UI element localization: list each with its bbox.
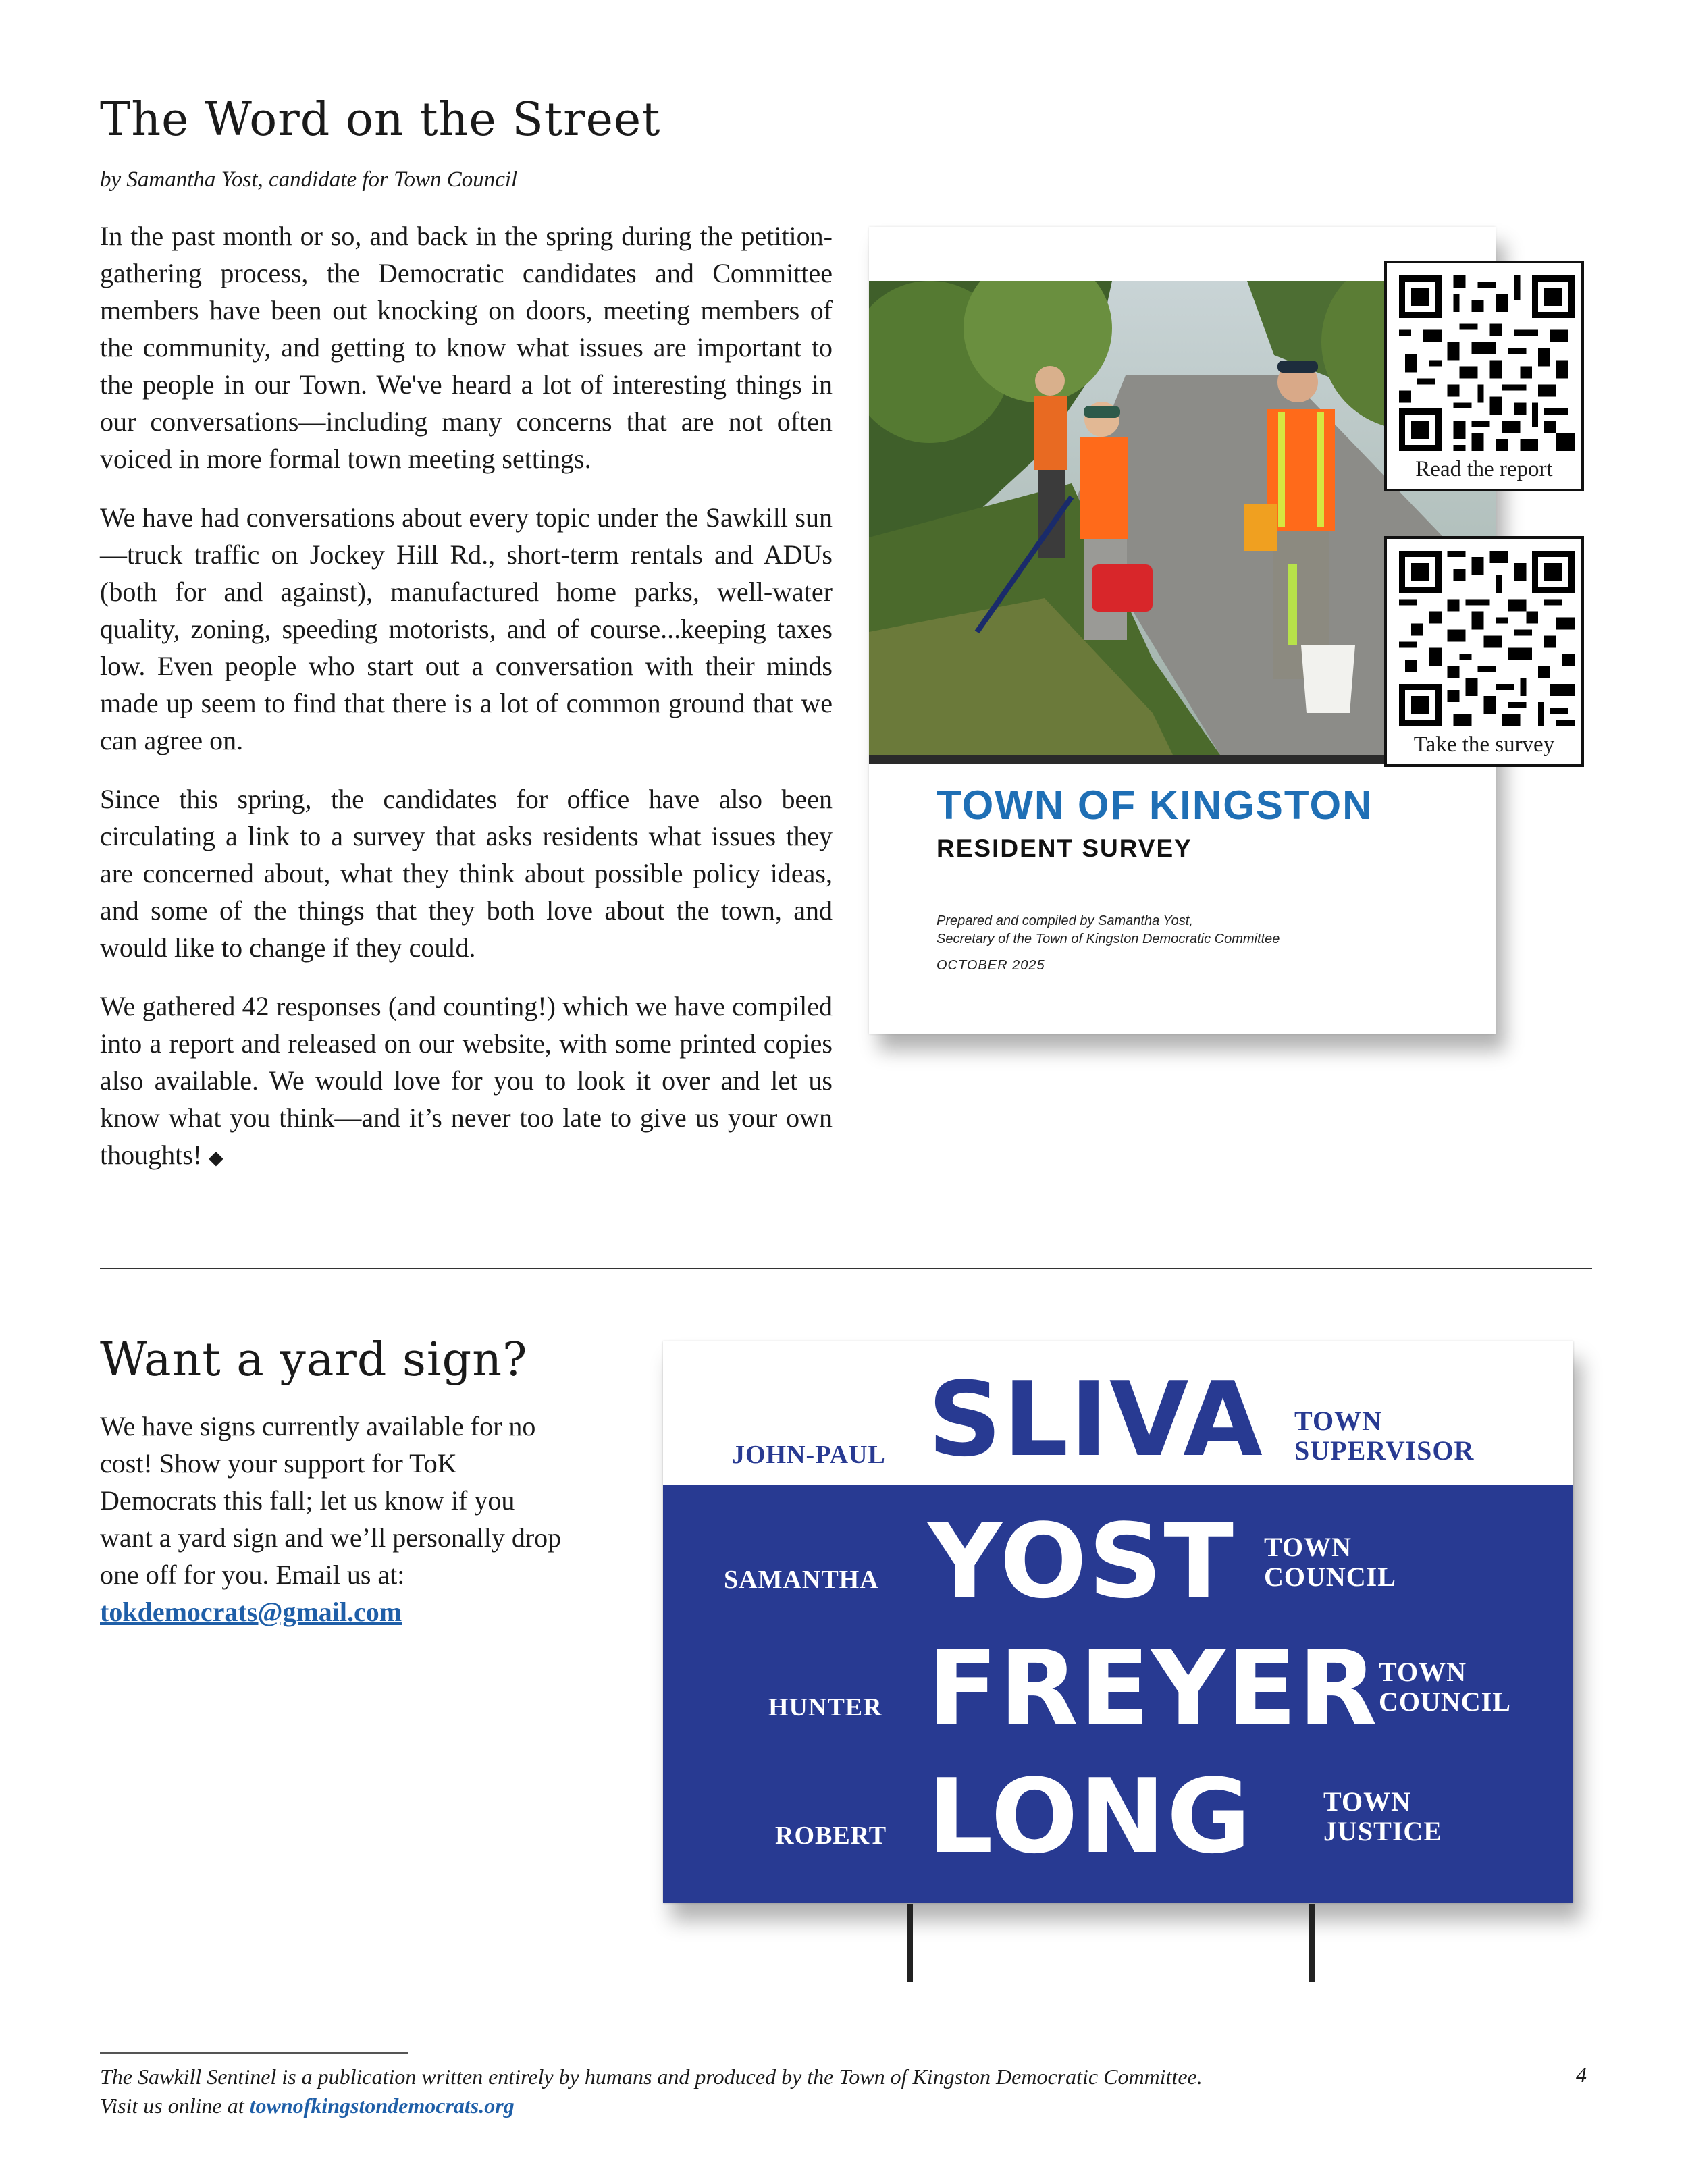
- sign-office: [1379, 1657, 1511, 1717]
- sign-first-name: HUNTER: [768, 1693, 882, 1722]
- sign-last-name: FREYER: [928, 1628, 1379, 1748]
- sign-office-line: COUNCIL: [1379, 1686, 1511, 1717]
- article-body: [100, 217, 833, 1198]
- yard-sign-body: [100, 1408, 573, 1630]
- end-mark-icon: ◆: [209, 1148, 223, 1169]
- paragraph-text: We gathered 42 responses (and counting!) which we have compiled into a report and released on our website, with some printed copies also available. We would love for you to look it over and let us know what you think—and it’s never too late to give us your own thoughts!: [100, 991, 833, 1170]
- qr-report-caption: Read the report: [1415, 457, 1553, 481]
- footer-line-2: [100, 2092, 1450, 2121]
- footer-visit-text: Visit us online at: [100, 2094, 250, 2118]
- email-link[interactable]: tokdemocrats@gmail.com: [100, 1597, 402, 1627]
- prepared-line-1: Prepared and compiled by Samantha Yost,: [937, 913, 1193, 928]
- byline: by Samantha Yost, candidate for Town Council: [100, 167, 518, 192]
- sign-office: [1264, 1533, 1396, 1592]
- sign-first-name: ROBERT: [775, 1821, 887, 1850]
- sign-office-line: TOWN: [1379, 1657, 1467, 1687]
- sign-office-line: TOWN: [1323, 1786, 1411, 1817]
- sign-stake: [1309, 1904, 1315, 1982]
- report-title: TOWN OF KINGSTON: [937, 782, 1373, 828]
- paragraph: In the past month or so, and back in the spring during the petition-gathering process, the Democratic candidates and Committee members have been out knocking on doors, meeting members of the community, and getting to know what issues are important to the people in our Town. We've heard a lot of interesting things in our conversations—including many concerns that are not often voiced in more formal town meeting settings.: [100, 221, 833, 474]
- footer-line-1: The Sawkill Sentinel is a publication written entirely by humans and produced by the Town of Kingston Democratic Committee.: [100, 2065, 1203, 2089]
- sign-stake: [907, 1904, 913, 1982]
- report-date: OCTOBER 2025: [937, 958, 1045, 973]
- sign-last-name: YOST: [928, 1501, 1236, 1621]
- report-prepared-by: [937, 912, 1280, 949]
- sign-office-line: TOWN: [1264, 1532, 1352, 1562]
- section-divider: [100, 1268, 1592, 1269]
- yard-sign-text: We have signs currently available for no cost! Show your support for ToK Democrats this fall; let us know if you want a yard sign and we’ll personally drop one off for you. Email us at:: [100, 1411, 562, 1590]
- sign-office-line: COUNCIL: [1264, 1562, 1396, 1592]
- paragraph: Since this spring, the candidates for office have also been circulating a link to a survey that asks residents what issues they are concerned about, what they think about possible policy ideas, and some of the things that they both love about the town, and would like to change if they could.: [100, 784, 833, 963]
- paragraph: We have had conversations about every topic under the Sawkill sun—truck traffic on Jockey Hill Rd., short-term rentals and ADUs (both for and against), manufactured home parks, well-water quality, zoning, speeding motorists, and of course...keeping taxes low. Even people who start out a conversation with their minds made up seem to find that there is a lot of common ground that we can agree on.: [100, 502, 833, 755]
- sign-office: [1323, 1787, 1442, 1846]
- qr-survey-caption: Take the survey: [1413, 733, 1555, 757]
- article-title: The Word on the Street: [100, 93, 661, 147]
- report-subtitle: RESIDENT SURVEY: [937, 834, 1192, 862]
- footer: [100, 2062, 1450, 2121]
- sign-last-name: LONG: [928, 1757, 1252, 1876]
- sign-first-name: JOHN-PAUL: [732, 1441, 886, 1469]
- sign-first-name: SAMANTHA: [724, 1566, 879, 1594]
- qr-survey-box[interactable]: [1384, 536, 1584, 767]
- website-link[interactable]: townofkingstondemocrats.org: [249, 2094, 515, 2118]
- prepared-line-2: Secretary of the Town of Kingston Democratic Committee: [937, 932, 1280, 947]
- qr-report-box[interactable]: [1384, 261, 1584, 491]
- page-number: 4: [1576, 2062, 1587, 2087]
- footer-rule: [100, 2052, 408, 2054]
- yard-sign: [663, 1341, 1573, 1903]
- paragraph: [100, 988, 833, 1177]
- yard-sign-title: Want a yard sign?: [100, 1333, 528, 1387]
- qr-code-icon[interactable]: [1399, 551, 1575, 726]
- qr-code-icon[interactable]: [1399, 275, 1575, 451]
- sign-office-line: SUPERVISOR: [1294, 1435, 1475, 1466]
- sign-office-line: JUSTICE: [1323, 1816, 1442, 1846]
- sign-last-name: SLIVA: [928, 1360, 1264, 1479]
- sign-office-line: TOWN: [1294, 1406, 1382, 1436]
- sign-office: [1294, 1406, 1474, 1466]
